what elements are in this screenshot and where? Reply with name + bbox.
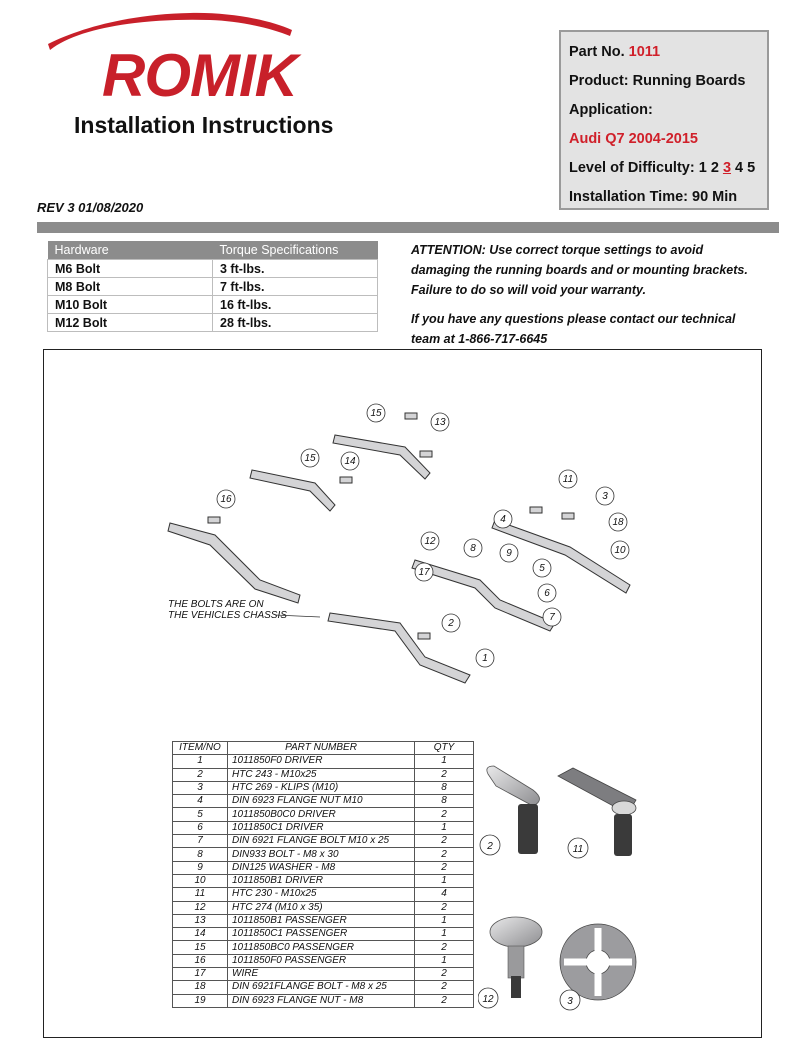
item-no: 19 <box>173 994 228 1007</box>
table-row <box>173 954 474 967</box>
callout-label: 7 <box>549 612 555 623</box>
product-row: Product: Running Boards <box>569 73 746 89</box>
part-number: HTC 274 (M10 x 35) <box>228 901 415 914</box>
part-number-value: 1011 <box>628 44 661 60</box>
application-value: Audi Q7 2004-2015 <box>569 131 698 147</box>
table-row <box>173 821 474 834</box>
bracket-14 <box>250 470 335 511</box>
table-row <box>48 296 378 314</box>
table-row <box>173 835 474 848</box>
part-number: DIN933 BOLT - M8 x 30 <box>228 848 415 861</box>
callout-label: 11 <box>562 474 574 485</box>
table-row <box>173 768 474 781</box>
torque-cell: 16 ft-lbs. <box>213 296 378 314</box>
callout-label: 4 <box>500 514 506 525</box>
table-row <box>173 914 474 927</box>
part-number: DIN 6921FLANGE BOLT - M8 x 25 <box>228 981 415 994</box>
detail-callout-label: 11 <box>572 844 584 855</box>
application-label: Application: <box>569 102 653 118</box>
install-time-row: Installation Time: 90 Min <box>569 189 738 205</box>
klips-3-icon <box>560 924 636 1000</box>
table-row <box>173 981 474 994</box>
table-row <box>173 994 474 1007</box>
difficulty-level: 5 <box>747 160 756 176</box>
item-no: 11 <box>173 888 228 901</box>
item-no: 7 <box>173 835 228 848</box>
qty: 2 <box>415 994 474 1007</box>
callout-label: 10 <box>614 545 626 556</box>
qty: 1 <box>415 914 474 927</box>
table-row <box>173 901 474 914</box>
qty: 2 <box>415 848 474 861</box>
item-no: 5 <box>173 808 228 821</box>
callout-label: 14 <box>344 456 356 467</box>
item-no: 4 <box>173 795 228 808</box>
item-no: 15 <box>173 941 228 954</box>
item-no: 8 <box>173 848 228 861</box>
callout-label: 15 <box>304 453 316 464</box>
hardware-detail-illustrations <box>478 762 648 1022</box>
qty: 8 <box>415 795 474 808</box>
torque-header-row <box>48 241 378 260</box>
callout-label: 1 <box>482 653 488 664</box>
difficulty-level: 1 <box>698 160 707 176</box>
qty: 2 <box>415 901 474 914</box>
stud <box>420 451 432 457</box>
torque-cell: 7 ft-lbs. <box>213 278 378 296</box>
part-number: WIRE <box>228 968 415 981</box>
parts-header: QTY <box>415 742 474 755</box>
bracket-16 <box>168 523 300 603</box>
callout-label: 18 <box>612 517 624 528</box>
table-row <box>173 808 474 821</box>
torque-header: Hardware <box>48 241 213 260</box>
table-row <box>173 928 474 941</box>
table-row <box>48 260 378 278</box>
part-number: 1011850BC0 PASSENGER <box>228 941 415 954</box>
item-no: 3 <box>173 781 228 794</box>
difficulty-level-selected: 3 <box>722 160 732 176</box>
item-no: 6 <box>173 821 228 834</box>
stud <box>418 633 430 639</box>
stud <box>562 513 574 519</box>
qty: 8 <box>415 781 474 794</box>
callout-label: 13 <box>434 417 446 428</box>
callout-label: 15 <box>370 408 382 419</box>
stud <box>340 477 352 483</box>
qty: 2 <box>415 968 474 981</box>
item-no: 12 <box>173 901 228 914</box>
table-row <box>173 861 474 874</box>
table-row <box>48 278 378 296</box>
item-no: 14 <box>173 928 228 941</box>
detail-callout-label: 12 <box>482 994 494 1005</box>
exploded-view-diagram <box>150 395 650 695</box>
contact-note: If you have any questions please contact our technical team at 1-866-717-6645 <box>411 312 736 346</box>
table-row <box>173 781 474 794</box>
attention-note: ATTENTION: Use correct torque settings to avoid damaging the running boards and or mounting brackets. Failure to do so will void your warranty. <box>411 243 748 297</box>
part-number: 1011850C1 DRIVER <box>228 821 415 834</box>
difficulty-label: Level of Difficulty: <box>569 160 695 176</box>
page-title: Installation Instructions <box>74 112 334 138</box>
difficulty-level: 2 <box>710 160 719 176</box>
callout-label: 6 <box>544 588 550 599</box>
revision-label: REV 3 01/08/2020 <box>37 200 144 215</box>
part-number: DIN125 WASHER - M8 <box>228 861 415 874</box>
item-no: 1 <box>173 755 228 768</box>
bolt-12-icon <box>490 917 542 998</box>
detail-callout-label: 2 <box>487 841 493 852</box>
parts-list-table <box>172 741 474 1008</box>
table-row <box>173 874 474 887</box>
item-no: 10 <box>173 874 228 887</box>
romik-logo <box>40 8 340 108</box>
qty: 2 <box>415 768 474 781</box>
qty: 1 <box>415 954 474 967</box>
qty: 1 <box>415 755 474 768</box>
parts-header: ITEM/NO <box>173 742 228 755</box>
callout-label: 3 <box>602 491 608 502</box>
callout-label: 5 <box>539 563 545 574</box>
qty: 2 <box>415 808 474 821</box>
hardware-cell: M10 Bolt <box>48 296 213 314</box>
hardware-cell: M8 Bolt <box>48 278 213 296</box>
table-row <box>173 848 474 861</box>
part-number: 1011850B0C0 DRIVER <box>228 808 415 821</box>
hardware-cell: M6 Bolt <box>48 260 213 278</box>
table-row <box>173 795 474 808</box>
part-number: 1011850C1 PASSENGER <box>228 928 415 941</box>
qty: 1 <box>415 874 474 887</box>
brand-name: ROMIK <box>102 42 297 109</box>
header-divider <box>37 222 779 233</box>
part-number: 1011850B1 DRIVER <box>228 874 415 887</box>
part-number: DIN 6923 FLANGE NUT M10 <box>228 795 415 808</box>
part-number: 1011850F0 DRIVER <box>228 755 415 768</box>
callout-label: 12 <box>424 536 436 547</box>
item-no: 9 <box>173 861 228 874</box>
detail-callout-label: 3 <box>567 996 573 1007</box>
table-row <box>173 888 474 901</box>
part-number: 1011850F0 PASSENGER <box>228 954 415 967</box>
part-number: HTC 269 - KLIPS (M10) <box>228 781 415 794</box>
part-number: DIN 6923 FLANGE NUT - M8 <box>228 994 415 1007</box>
qty: 1 <box>415 928 474 941</box>
difficulty-row <box>569 154 759 183</box>
table-row <box>173 941 474 954</box>
stud <box>405 413 417 419</box>
qty: 2 <box>415 941 474 954</box>
item-no: 16 <box>173 954 228 967</box>
qty: 2 <box>415 981 474 994</box>
chassis-note: THE BOLTS ARE ON <box>168 599 264 610</box>
callout-label: 2 <box>448 618 454 629</box>
table-row <box>48 314 378 332</box>
part-number: HTC 230 - M10x25 <box>228 888 415 901</box>
item-no: 18 <box>173 981 228 994</box>
difficulty-level: 4 <box>735 160 744 176</box>
item-no: 2 <box>173 768 228 781</box>
stud <box>208 517 220 523</box>
callout-label: 9 <box>506 548 512 559</box>
chassis-note: THE VEHICLES CHASSIS <box>168 610 287 621</box>
table-row <box>173 755 474 768</box>
qty: 4 <box>415 888 474 901</box>
torque-cell: 28 ft-lbs. <box>213 314 378 332</box>
qty: 2 <box>415 861 474 874</box>
parts-header: PART NUMBER <box>228 742 415 755</box>
item-no: 17 <box>173 968 228 981</box>
torque-table <box>47 241 378 332</box>
callout-label: 17 <box>418 567 430 578</box>
product-info-box <box>559 30 769 210</box>
table-row <box>173 968 474 981</box>
hardware-cell: M12 Bolt <box>48 314 213 332</box>
qty: 2 <box>415 835 474 848</box>
qty: 1 <box>415 821 474 834</box>
item-no: 13 <box>173 914 228 927</box>
part-number: 1011850B1 PASSENGER <box>228 914 415 927</box>
callout-label: 16 <box>220 494 232 505</box>
stud <box>530 507 542 513</box>
part-number: HTC 243 - M10x25 <box>228 768 415 781</box>
part-number-label: Part No. <box>569 44 625 60</box>
part-number-row <box>569 38 759 67</box>
torque-header: Torque Specifications <box>213 241 378 260</box>
torque-cell: 3 ft-lbs. <box>213 260 378 278</box>
part-number: DIN 6921 FLANGE BOLT M10 x 25 <box>228 835 415 848</box>
callout-label: 8 <box>470 543 476 554</box>
parts-header-row <box>173 742 474 755</box>
